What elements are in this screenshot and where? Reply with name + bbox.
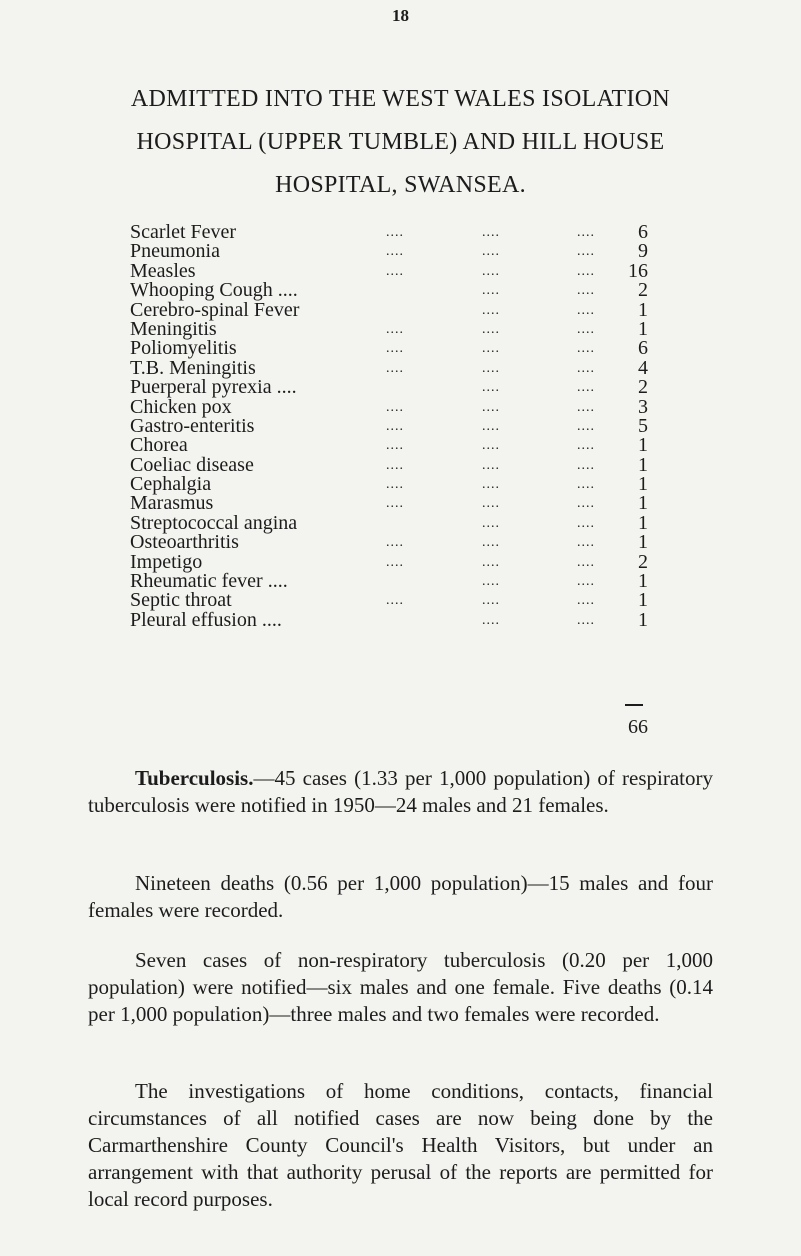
disease-name: Impetigo (130, 550, 203, 573)
leader-dots: .... (482, 574, 500, 590)
leader-dots: .... (386, 496, 404, 512)
disease-name: Chorea (130, 434, 188, 457)
case-count: 1 (638, 589, 648, 612)
case-count: 4 (638, 356, 648, 379)
leader-dots: .... (386, 341, 404, 357)
tuberculosis-text: —45 cases (1.33 per 1,000 population) of respiratory tuberculosis were notified in 1950—24 males and 21 females. (88, 766, 713, 817)
disease-name: Cerebro-spinal Fever (130, 298, 300, 321)
disease-name: Coeliac disease (130, 453, 254, 476)
leader-dots: .... (482, 612, 500, 628)
disease-name: Scarlet Fever (130, 221, 237, 243)
case-count: 5 (638, 414, 648, 437)
leader-dots: .... (577, 341, 595, 357)
leader-dots: .... (577, 457, 595, 473)
disease-name: Cephalgia (130, 473, 212, 496)
leader-dots: .... (482, 535, 500, 551)
leader-dots: .... (482, 477, 500, 493)
case-count: 1 (638, 434, 648, 457)
disease-name: Rheumatic fever .... (130, 570, 288, 593)
disease-name: Streptococcal angina (130, 511, 298, 534)
leader-dots: .... (577, 554, 595, 570)
leader-dots: .... (482, 593, 500, 609)
leader-dots: .... (577, 263, 595, 279)
leader-dots: .... (577, 225, 595, 240)
leader-dots: .... (386, 399, 404, 415)
case-count: 1 (638, 492, 648, 515)
leader-dots: .... (386, 225, 404, 240)
leader-dots: .... (386, 321, 404, 337)
leader-dots: .... (482, 457, 500, 473)
leader-dots: .... (482, 244, 500, 260)
leader-dots: .... (386, 457, 404, 473)
case-count: 2 (638, 279, 648, 302)
table-row (130, 339, 660, 358)
leader-dots: .... (482, 515, 500, 531)
table-row (130, 608, 660, 631)
disease-name: Meningitis (130, 317, 217, 340)
leader-dots: .... (482, 283, 500, 299)
leader-dots: .... (386, 554, 404, 570)
leader-dots: .... (386, 477, 404, 493)
disease-name: Puerperal pyrexia .... (130, 376, 297, 399)
table-row (130, 533, 660, 552)
leader-dots: .... (386, 438, 404, 454)
total-rule (625, 704, 643, 706)
table-row (130, 242, 660, 261)
leader-dots: .... (577, 593, 595, 609)
leader-dots: .... (577, 535, 595, 551)
leader-dots: .... (386, 244, 404, 260)
case-count: 9 (638, 240, 648, 263)
leader-dots: .... (482, 225, 500, 240)
table-row (130, 436, 660, 455)
leader-dots: .... (482, 399, 500, 415)
table-row (130, 281, 660, 300)
disease-name: Marasmus (130, 492, 214, 515)
disease-name: Gastro-enteritis (130, 414, 255, 437)
leader-dots: .... (386, 360, 404, 376)
case-count: 1 (638, 473, 648, 496)
disease-name: Septic throat (130, 589, 232, 612)
heading-line-1: ADMITTED INTO THE WEST WALES ISOLATION (130, 86, 671, 112)
leader-dots: .... (482, 341, 500, 357)
page-number: 18 (392, 6, 409, 25)
tuberculosis-heading: Tuberculosis. (135, 766, 254, 790)
case-count: 1 (638, 608, 648, 631)
heading-line-3: HOSPITAL, SWANSEA. (275, 172, 526, 198)
leader-dots: .... (482, 554, 500, 570)
leader-dots: .... (577, 612, 595, 628)
leader-dots: .... (482, 263, 500, 279)
case-count: 1 (638, 317, 648, 340)
disease-name: Osteoarthritis (130, 531, 239, 554)
disease-name: Measles (130, 259, 196, 282)
case-count: 1 (638, 511, 648, 534)
table-row (130, 395, 660, 418)
deaths-paragraph: Nineteen deaths (0.56 per 1,000 population)—15 males and four females were recorded. (88, 871, 713, 922)
case-count: 2 (638, 376, 648, 399)
heading-line-2: HOSPITAL (UPPER TUMBLE) AND HILL HOUSE (136, 129, 665, 155)
disease-name: Chicken pox (130, 395, 232, 418)
leader-dots: .... (482, 360, 500, 376)
total-count: 66 (628, 716, 648, 738)
leader-dots: .... (386, 418, 404, 434)
leader-dots: .... (577, 477, 595, 493)
table-row (130, 591, 660, 610)
case-count: 16 (628, 259, 648, 282)
table-row (130, 414, 660, 437)
case-count: 2 (638, 550, 648, 573)
leader-dots: .... (577, 244, 595, 260)
leader-dots: .... (577, 574, 595, 590)
leader-dots: .... (482, 321, 500, 337)
leader-dots: .... (482, 418, 500, 434)
case-count: 3 (638, 395, 648, 418)
leader-dots: .... (577, 360, 595, 376)
leader-dots: .... (577, 438, 595, 454)
leader-dots: .... (482, 380, 500, 396)
leader-dots: .... (577, 496, 595, 512)
case-count: 6 (638, 221, 648, 243)
leader-dots: .... (386, 593, 404, 609)
leader-dots: .... (386, 535, 404, 551)
non-respiratory-paragraph: Seven cases of non-respiratory tuberculosis (0.20 per 1,000 population) were notified—six males and one female. Five deaths (0.14 per 1,000 population)—three males and two females were recorded. (88, 948, 713, 1026)
table-row (130, 378, 660, 397)
leader-dots: .... (577, 418, 595, 434)
case-count: 1 (638, 453, 648, 476)
investigations-paragraph: The investigations of home conditions, contacts, financial circumstances of all notified cases are now being done by the Carmarthenshire County Council's Health Visitors, but under an arrangement with that authority perusal of the reports are permitted for local record purposes. (88, 1079, 713, 1211)
case-count: 6 (638, 337, 648, 360)
leader-dots: .... (482, 302, 500, 318)
case-count: 1 (638, 531, 648, 554)
leader-dots: .... (577, 283, 595, 299)
leader-dots: .... (577, 321, 595, 337)
disease-name: T.B. Meningitis (130, 356, 256, 379)
disease-name: Pneumonia (130, 240, 220, 263)
disease-name: Poliomyelitis (130, 337, 237, 360)
tuberculosis-paragraph (88, 765, 713, 819)
table-row (130, 494, 660, 513)
leader-dots: .... (577, 515, 595, 531)
leader-dots: .... (577, 399, 595, 415)
disease-name: Pleural effusion .... (130, 608, 282, 631)
disease-name: Whooping Cough .... (130, 279, 298, 302)
leader-dots: .... (482, 438, 500, 454)
case-count: 1 (638, 570, 648, 593)
leader-dots: .... (386, 263, 404, 279)
leader-dots: .... (577, 302, 595, 318)
leader-dots: .... (577, 380, 595, 396)
case-count: 1 (638, 298, 648, 321)
leader-dots: .... (482, 496, 500, 512)
admissions-table (130, 223, 660, 630)
